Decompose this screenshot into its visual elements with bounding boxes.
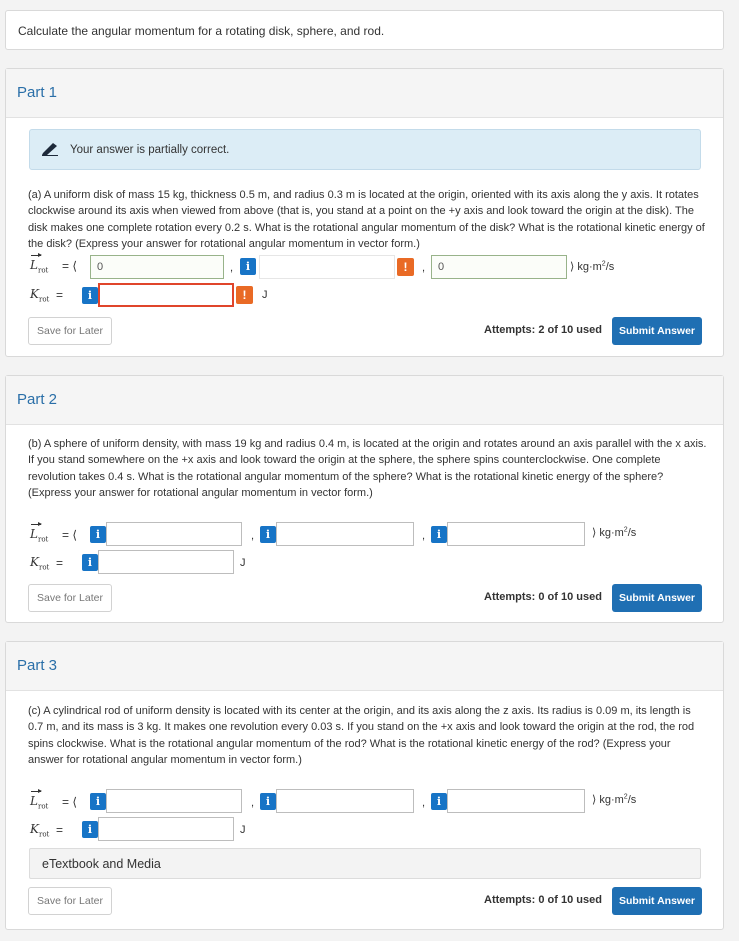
part-2-k-input[interactable]: [98, 550, 234, 574]
attempts-counter: Attempts: 2 of 10 used: [484, 324, 602, 336]
equals-sign: =: [56, 823, 64, 837]
part-1-k-input[interactable]: [98, 283, 234, 307]
part-2-lz-input[interactable]: [447, 522, 585, 546]
question-text: Calculate the angular momentum for a rotating disk, sphere, and rod.: [18, 24, 385, 38]
k-rot-symbol: $K_{rot}$: [30, 287, 50, 304]
question-header: [5, 10, 724, 50]
part-3-title: Part 3: [17, 657, 58, 674]
l-rot-symbol: $L_{rot}$: [30, 794, 49, 811]
part-2-panel: [5, 375, 724, 623]
equals-sign: =: [56, 556, 64, 570]
energy-unit: J: [240, 824, 246, 836]
save-for-later-button[interactable]: Save for Later: [28, 584, 112, 612]
submit-answer-button[interactable]: Submit Answer: [612, 584, 702, 612]
k-rot-symbol: $K_{rot}$: [30, 555, 50, 572]
part-3-problem-text: (c) A cylindrical rod of uniform density is located with its center at the origin, and its axis along the z axis. Its radius is 0.09 m, its length is 0.7 m, and its mass is 3 kg. It makes one revolution every 0.03 s. If you stand on the +x axis and look toward the origin at the rod, the rod spins clockwise. What is the rotational angular momentum of the rod? What is the rotational kinetic energy of the rod? (Express your answer for rotational angular momentum in vector form.): [28, 705, 695, 766]
info-icon[interactable]: i: [82, 287, 98, 304]
comma: ,: [422, 530, 426, 542]
part-2-title: Part 2: [17, 391, 58, 408]
l-rot-symbol: $L_{rot}$: [30, 258, 49, 275]
save-for-later-button[interactable]: Save for Later: [28, 317, 112, 345]
part-1-lx-input[interactable]: 0: [90, 255, 224, 279]
info-icon[interactable]: i: [260, 526, 276, 543]
etextbook-media-panel[interactable]: [29, 848, 701, 879]
part-2-header: [6, 376, 723, 425]
attempts-counter: Attempts: 0 of 10 used: [484, 591, 602, 603]
momentum-unit: ⟩ $kg\cdot m^2/s$: [592, 793, 637, 806]
equals-sign: =: [56, 288, 64, 302]
part-1-panel: [5, 68, 724, 357]
etextbook-label: eTextbook and Media: [42, 857, 161, 871]
part-3-lx-input[interactable]: [106, 789, 242, 813]
pencil-icon: [41, 142, 59, 156]
part-3-header: [6, 642, 723, 691]
comma: ,: [251, 797, 255, 809]
vector-open: = ⟨: [62, 528, 78, 542]
energy-unit: J: [240, 557, 246, 569]
alert-text: Your answer is partially correct.: [70, 144, 230, 156]
comma: ,: [230, 262, 234, 274]
part-2-ly-input[interactable]: [276, 522, 414, 546]
part-1-ly-input[interactable]: [259, 255, 395, 279]
momentum-unit: ⟩ $kg\cdot m^2/s$: [592, 526, 637, 539]
submit-answer-button[interactable]: Submit Answer: [612, 887, 702, 915]
info-icon[interactable]: i: [431, 793, 447, 810]
part-2-problem-text: (b) A sphere of uniform density, with mass 19 kg and radius 0.4 m, is located at the origin and rotates around an axis parallel with the x axis. If you stand somewhere on the +x axis and look toward the origin at the sphere, the sphere spins counterclockwise. One complete revolution takes 0.4 s. What is the rotational angular momentum of the sphere? What is the rotational kinetic energy of the sphere? (Express your answer for rotational angular momentum in vector form.): [28, 438, 707, 499]
part-1-lz-input[interactable]: 0: [431, 255, 567, 279]
info-icon[interactable]: i: [90, 793, 106, 810]
info-icon[interactable]: i: [82, 821, 98, 838]
vector-open: = ⟨: [62, 795, 78, 809]
info-icon[interactable]: i: [431, 526, 447, 543]
part-2-lx-input[interactable]: [106, 522, 242, 546]
comma: ,: [251, 530, 255, 542]
info-icon[interactable]: i: [240, 258, 256, 275]
part-1-title: Part 1: [17, 84, 58, 101]
attempts-counter: Attempts: 0 of 10 used: [484, 894, 602, 906]
info-icon[interactable]: i: [82, 554, 98, 571]
part-1-problem-text: (a) A uniform disk of mass 15 kg, thickness 0.5 m, and radius 0.3 m is located at the origin, oriented with its axis along the y axis. It rotates clockwise around its axis when viewed from above (that is, you stand at a point on the +y axis and look toward the origin at the disk). The disk makes one complete rotation every 0.2 s. What is the rotational angular momentum of the disk? What is the rotational kinetic energy of the disk? (Express your answer for rotational angular momentum in vector form.): [28, 189, 705, 250]
part-3-panel: [5, 641, 724, 930]
energy-unit: J: [262, 289, 268, 301]
save-for-later-button[interactable]: Save for Later: [28, 887, 112, 915]
comma: ,: [422, 262, 426, 274]
part-3-k-input[interactable]: [98, 817, 234, 841]
info-icon[interactable]: i: [90, 526, 106, 543]
part-1-header: [6, 69, 723, 118]
vector-open: = ⟨: [62, 259, 78, 273]
comma: ,: [422, 797, 426, 809]
info-icon[interactable]: i: [260, 793, 276, 810]
l-rot-symbol: $L_{rot}$: [30, 527, 49, 544]
part-3-ly-input[interactable]: [276, 789, 414, 813]
part-3-lz-input[interactable]: [447, 789, 585, 813]
partially-correct-alert: [29, 129, 701, 170]
warning-icon[interactable]: !: [397, 258, 414, 276]
warning-icon[interactable]: !: [236, 286, 253, 304]
momentum-unit: ⟩ $kg\cdot m^2/s$: [570, 260, 615, 273]
k-rot-symbol: $K_{rot}$: [30, 822, 50, 839]
submit-answer-button[interactable]: Submit Answer: [612, 317, 702, 345]
